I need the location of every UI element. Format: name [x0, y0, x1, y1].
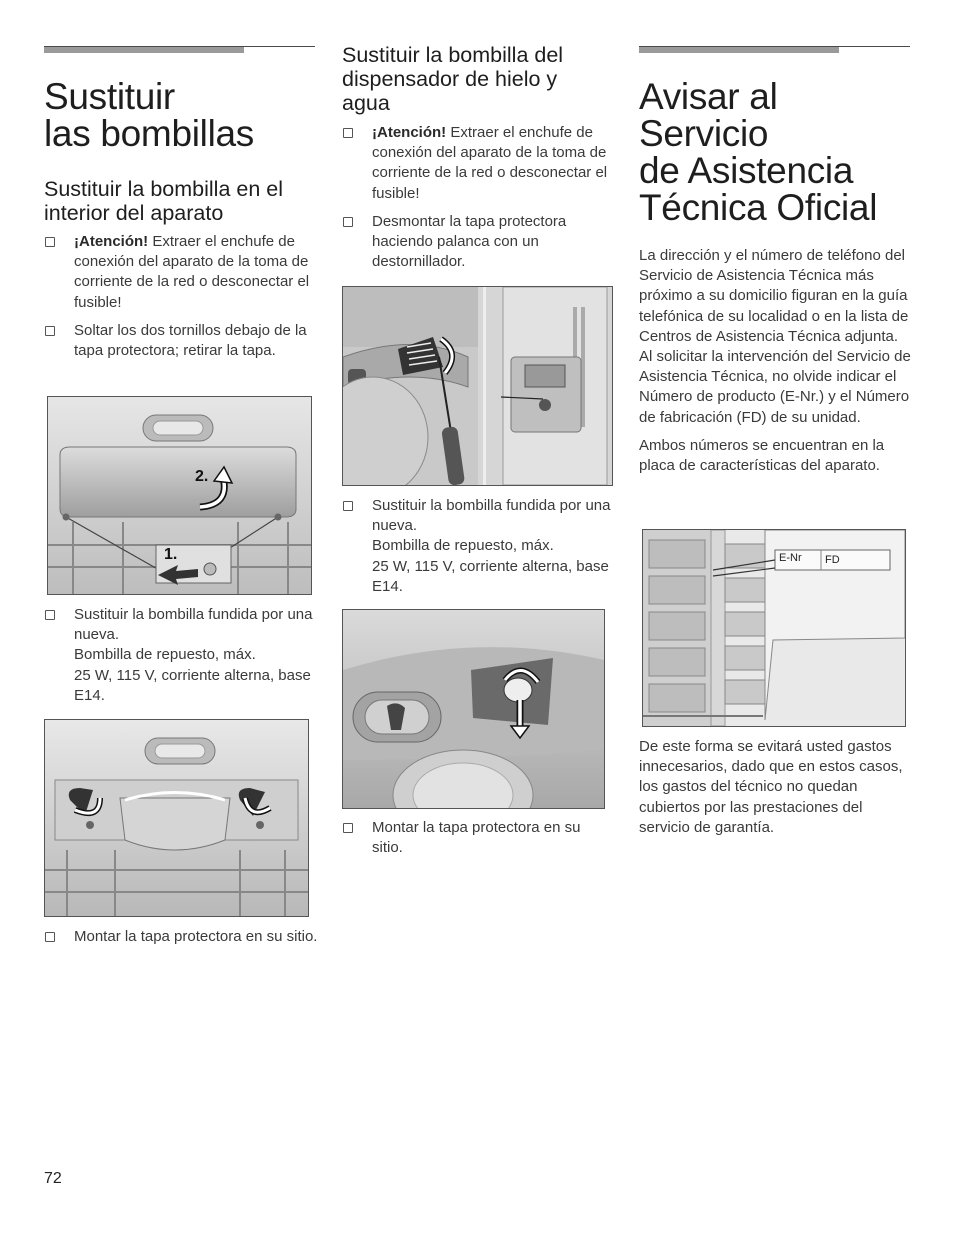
list-item-text: Extraer el enchufe de conexión del aparato de la toma de corriente de la red o desconectar el fusible! — [372, 124, 608, 202]
step-1-label: 1. — [164, 546, 178, 563]
figure-dispenser-bulb — [342, 609, 605, 809]
list-item — [44, 605, 319, 706]
figure-dispenser-screwdriver — [342, 286, 613, 486]
list-item — [44, 321, 319, 361]
figure-interior-cover-removal — [47, 396, 312, 595]
right-column-bottom — [639, 737, 911, 838]
middle-column-mid — [342, 496, 614, 597]
warning-label: ¡Atención! — [372, 124, 447, 141]
left-column-mid — [44, 605, 319, 706]
warning-label: ¡Atención! — [74, 233, 149, 250]
service-title-line2: Servicio — [639, 113, 769, 154]
checkbox-bullet-icon — [343, 823, 353, 833]
list-item — [342, 123, 614, 204]
list-item — [44, 232, 319, 313]
page-title-line2: las bombillas — [44, 113, 254, 154]
list-item-text: Bombilla de repuesto, máx. — [74, 646, 256, 664]
list-item-text: Bombilla de repuesto, máx. — [372, 537, 554, 555]
checkbox-bullet-icon — [343, 128, 353, 138]
list-item-text: Montar la tapa protectora en su sitio. — [74, 928, 318, 945]
service-title-line3: de Asistencia — [639, 150, 854, 191]
list-item — [342, 818, 614, 858]
list-item-text: Desmontar la tapa protectora haciendo palanca con un destornillador. — [372, 212, 567, 271]
checkbox-bullet-icon — [343, 217, 353, 227]
figure-rating-plate — [642, 529, 906, 727]
section-heading-interior: Sustituir la bombilla en el interior del aparato — [44, 177, 284, 225]
checkbox-bullet-icon — [343, 501, 353, 511]
checkbox-bullet-icon — [45, 610, 55, 620]
left-column — [44, 78, 319, 361]
service-title-line1: Avisar al — [639, 76, 778, 117]
right-column — [639, 78, 911, 476]
list-item-text: Soltar los dos tornillos debajo de la tapa protectora; retirar la tapa. — [74, 321, 307, 360]
service-title-line4: Técnica Oficial — [639, 187, 878, 228]
list-item — [342, 496, 614, 597]
enr-label: E-Nr — [779, 552, 802, 564]
right-top-bar — [639, 47, 839, 53]
list-item-text: Extraer el enchufe de conexión del aparato de la toma de corriente de la red o desconectar el fusible! — [74, 233, 310, 311]
left-top-bar — [44, 47, 244, 53]
page-title-line1: Sustituir — [44, 76, 175, 117]
page-number: 72 — [44, 1170, 62, 1187]
list-item-text: 25 W, 115 V, corriente alterna, base E14. — [372, 557, 609, 595]
list-item — [44, 927, 319, 947]
checkbox-bullet-icon — [45, 237, 55, 247]
service-paragraph-3: De este forma se evitará usted gastos innecesarios, dado que en estos casos, los gastos del técnico no quedan cubiertos por las prestaciones del servicio de garantía. — [639, 738, 903, 836]
list-item-text: Montar la tapa protectora en su sitio. — [372, 819, 581, 857]
fd-label: FD — [825, 554, 840, 566]
left-column-bottom — [44, 927, 319, 947]
middle-column-bottom — [342, 818, 614, 858]
step-2-label: 2. — [195, 468, 209, 485]
middle-column — [342, 43, 614, 272]
figure-interior-cover-screws — [44, 719, 309, 917]
service-paragraph-2: Ambos números se encuentran en la placa de características del aparato. — [639, 436, 885, 475]
section-heading-dispenser: Sustituir la bombilla del dispensador de hielo y agua — [342, 43, 564, 115]
list-item — [342, 212, 614, 273]
service-paragraph-1: La dirección y el número de teléfono del Servicio de Asistencia Técnica más próximo a su domicilio figuran en la guía telefónica de su localidad o en la lista de Centros de Asistencia Técnica adjunta. Al solicitar la intervención del Servicio de Asistencia Técnica, no olvide indicar el Número de producto (E-Nr.) y el Número de fabricación (FD) de su unidad. — [639, 247, 911, 426]
list-item-text: Sustituir la bombilla fundida por una nueva. — [372, 497, 611, 535]
list-item-text: 25 W, 115 V, corriente alterna, base E14. — [74, 666, 311, 704]
page-title — [44, 78, 319, 152]
checkbox-bullet-icon — [45, 932, 55, 942]
checkbox-bullet-icon — [45, 326, 55, 336]
service-title — [639, 78, 911, 226]
list-item-text: Sustituir la bombilla fundida por una nueva. — [74, 606, 313, 644]
